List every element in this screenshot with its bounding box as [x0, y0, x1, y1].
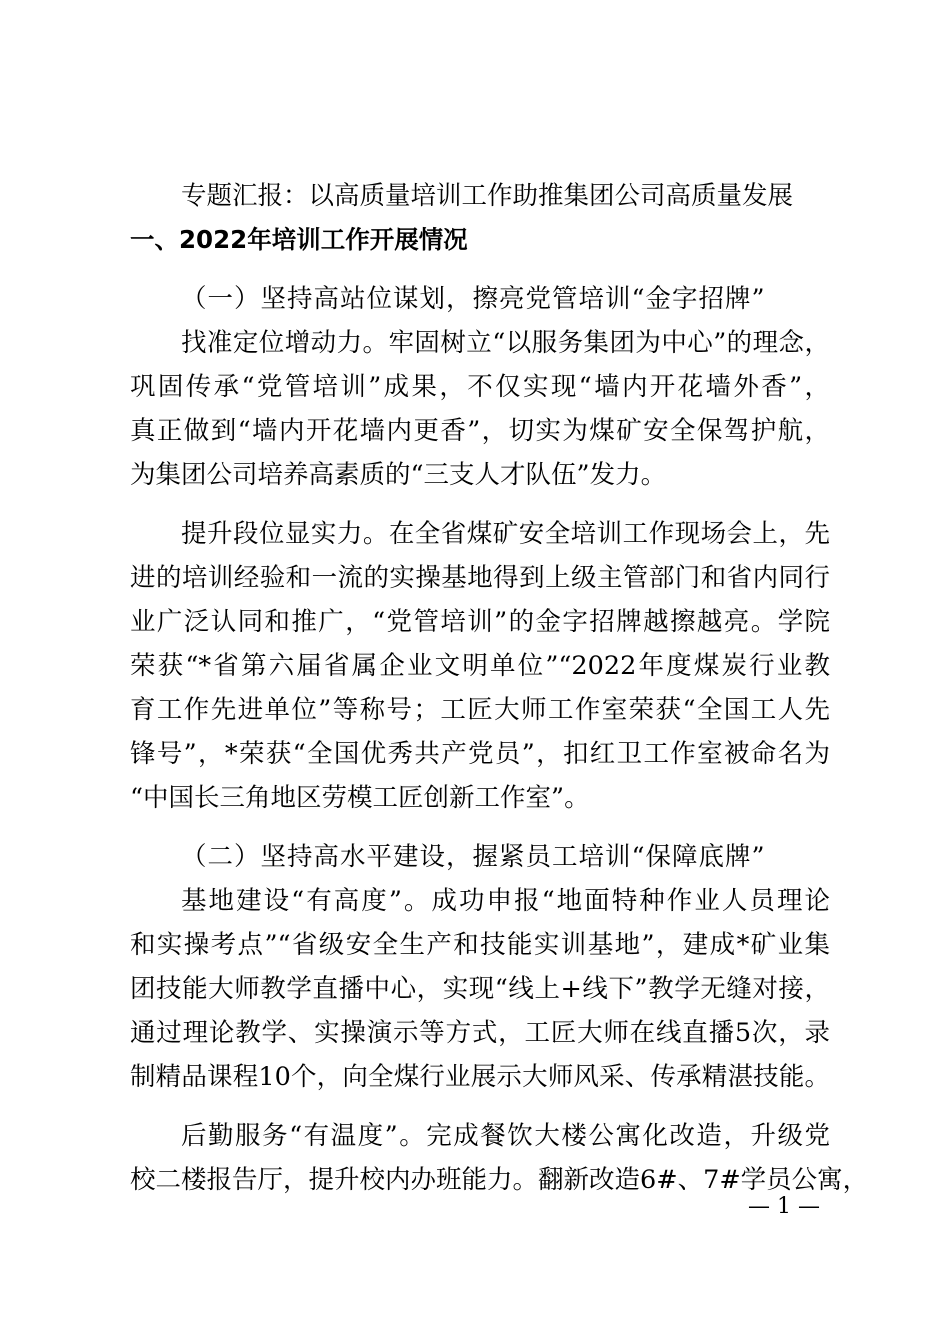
paragraph-2 [130, 512, 830, 820]
paragraph-line: 找准定位增动力。牢固树立“以服务集团为中心”的理念， [181, 328, 830, 358]
document-title: 专题汇报：以高质量培训工作助推集团公司高质量发展 [181, 181, 794, 211]
paragraph-line: 提升段位显实力。在全省煤矿安全培训工作现场会上，先 [181, 519, 830, 549]
paragraph-line: 锋号”，*荣获“全国优秀共产党员”，扣红卫工作室被命名为 [130, 739, 830, 769]
paragraph-line: 真正做到“墙内开花墙内更香”，切实为煤矿安全保驾护航， [130, 416, 830, 446]
paragraph-line: 巩固传承“党管培训”成果，不仅实现“墙内开花墙外香”， [130, 372, 830, 402]
paragraph-line: 育工作先进单位”等称号；工匠大师工作室荣获“全国工人先 [130, 695, 830, 725]
section-heading-2: （二）坚持高水平建设，握紧员工培训“保障底牌” [181, 842, 766, 872]
paragraph-1 [130, 321, 830, 497]
heading-level-1: 一、2022年培训工作开展情况 [130, 225, 468, 254]
paragraph-line: 后勤服务“有温度”。完成餐饮大楼公寓化改造，升级党 [181, 1121, 830, 1151]
paragraph-3 [130, 879, 830, 1099]
paragraph-line: 团技能大师教学直播中心，实现“线上+线下”教学无缝对接， [130, 974, 830, 1004]
paragraph-line: 校二楼报告厅，提升校内办班能力。翻新改造6#、7#学员公寓， [130, 1165, 869, 1195]
paragraph-4 [130, 1114, 869, 1202]
paragraph-line: 业广泛认同和推广，“党管培训”的金字招牌越擦越亮。学院 [130, 607, 830, 637]
paragraph-line: 进的培训经验和一流的实操基地得到上级主管部门和省内同行 [130, 563, 830, 593]
section-heading-1: （一）坚持高站位谋划，擦亮党管培训“金字招牌” [181, 284, 766, 314]
paragraph-line: 通过理论教学、实操演示等方式，工匠大师在线直播5次，录 [130, 1018, 830, 1048]
page-number: — 1 — [748, 1194, 820, 1219]
paragraph-line: 为集团公司培养高素质的“三支人才队伍”发力。 [130, 460, 667, 490]
paragraph-line: 荣获“*省第六届省属企业文明单位”“2022年度煤炭行业教 [130, 651, 830, 681]
paragraph-line: “中国长三角地区劳模工匠创新工作室”。 [130, 783, 590, 813]
paragraph-line: 基地建设“有高度”。成功申报“地面特种作业人员理论 [181, 886, 830, 916]
paragraph-line: 制精品课程10个，向全煤行业展示大师风采、传承精湛技能。 [130, 1062, 830, 1092]
document-body [130, 174, 869, 1202]
paragraph-line: 和实操考点”“省级安全生产和技能实训基地”，建成*矿业集 [130, 930, 830, 960]
